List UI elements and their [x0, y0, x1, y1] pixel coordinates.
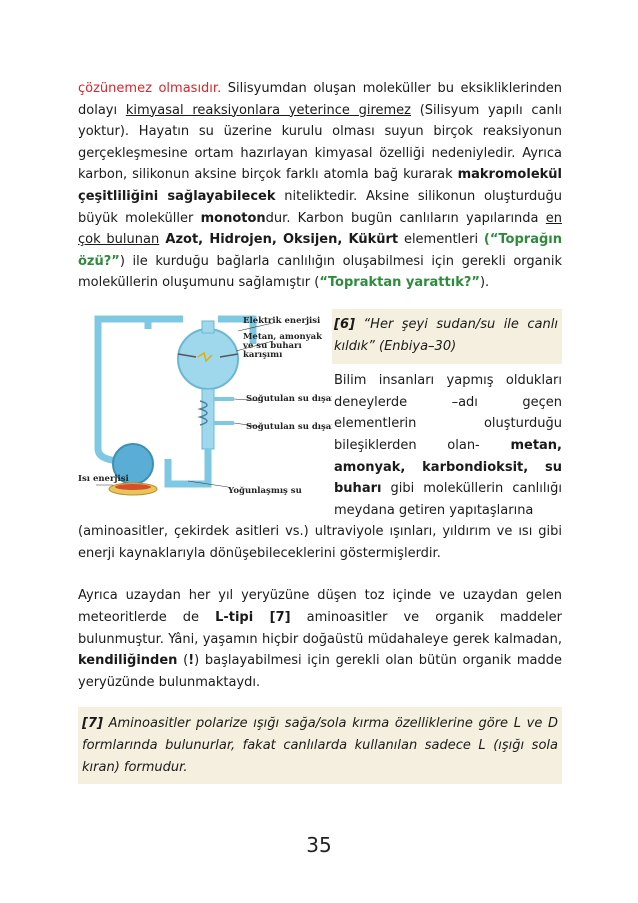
green-text: (“Toprağın özü?”	[78, 232, 562, 269]
bold-text: Azot, Hidrojen, Oksijen, Kükürt	[159, 232, 399, 248]
footnote-6	[332, 309, 562, 364]
bold-text: kendiliğinden	[78, 653, 178, 669]
footnote-7	[78, 707, 562, 784]
text: (Silisyum yapılı canlı yoktur). Hayatın su üzerine kurulu olması suyun birçok reaksiyonun gerçekleşmesine ortam hazırlayan kimyasal özelliği nedeniyledir. Ayrıca karbon, silikonun aksine birçok farklı atomla bağ kurarak	[78, 102, 562, 183]
page-number: 35	[306, 833, 332, 857]
bold-text: !	[188, 653, 195, 669]
paragraph-2-part-2: (aminoasitler, çekirdek asitleri vs.) ultraviyole ışınları, yıldırım ve ısı gibi enerji kaynaklarıyla dönüşebileceklerini göstermişlerdir.	[78, 524, 562, 561]
label-gas-mixture-3: karışımı	[243, 349, 283, 360]
figure-row	[78, 309, 562, 521]
paragraph-1	[78, 78, 562, 294]
figure-side-column	[332, 309, 562, 521]
footnote-text: Aminoasitler polarize ışığı sağa/sola kırma özelliklerine göre L ve D formlarında bulunurlar, fakat canlılarda kullanılan sadece L (ışığı sola kıran) formudur.	[82, 716, 558, 775]
text: Ayrıca uzaydan her yıl yeryüzüne düşen toz içinde ve uzaydan gelen meteoritlerde de	[78, 588, 562, 626]
underlined-text: kimyasal reaksiyonlara yeterince giremez	[125, 102, 412, 118]
bold-text: makromolekül çeşitliliğini sağlayabilecek	[78, 167, 562, 204]
label-heat-energy: Isı enerjisi	[78, 473, 129, 484]
text: dur. Karbon bugün canlıların yapılarında	[265, 210, 546, 226]
text: gibi moleküllerin canlılığı meydana getiren yapıtaşlarına	[334, 481, 562, 518]
paragraph-2-part-1	[332, 370, 562, 521]
label-gas-mixture-1: Metan, amonyak	[243, 331, 323, 342]
green-text: “Topraktan yarattık?”	[319, 275, 480, 291]
text: niteliktedir. Aksine silikonun oluşturduğu büyük moleküller	[78, 188, 562, 226]
text: aminoasitler ve organik maddeler bulunmuştur. Yâni, yaşamın hiçbir doğaüstü müdahaleye gerek kalmadan,	[78, 610, 562, 647]
paragraph-3	[78, 585, 562, 693]
label-cooling-water-1: Soğutulan su dışarı	[246, 393, 332, 404]
page-content	[78, 78, 562, 784]
text: ) başlayabilmesi için gerekli olan bütün organik madde yeryüzünde bulunmaktaydı.	[78, 653, 562, 690]
footnote-text: “Her şeyi sudan/su ile canlı kıldık” (Enbiya–30)	[334, 316, 558, 354]
label-cooling-water-2: Soğutulan su dışarı	[246, 421, 332, 432]
text: elementleri	[398, 232, 484, 248]
bold-text: metan, amonyak, karbondioksit, su buharı	[334, 437, 562, 497]
label-gas-mixture-2: ve su buharı	[243, 340, 302, 351]
text: Silisyumdan oluşan moleküller bu eksikliklerinden dolayı	[78, 81, 563, 118]
footnote-ref: [7]	[82, 716, 103, 732]
label-electric-energy: Elektrik enerjisi	[243, 315, 321, 326]
label-condensed-water: Yoğunlaşmış su	[228, 485, 302, 496]
underlined-text: en çok bulunan	[78, 210, 563, 248]
text: ).	[479, 275, 490, 291]
apparatus-illustration	[78, 309, 332, 499]
highlight-red: çözünemez olmasıdır.	[78, 81, 222, 96]
bold-text: monoton	[200, 210, 266, 226]
miller-urey-apparatus-figure	[78, 309, 332, 499]
bold-text: L-tipi [7]	[215, 610, 291, 626]
text: ) ile kurduğu bağlarla canlılığın oluşabilmesi için gerekli organik moleküllerin oluşumunu sağlamıştır (	[78, 253, 562, 291]
text: (	[177, 653, 189, 669]
footnote-ref: [6]	[334, 316, 355, 332]
text: Bilim insanları yapmış oldukları deneylerde –adı geçen elementlerin oluşturduğu bileşiklerden olan-	[334, 373, 562, 453]
